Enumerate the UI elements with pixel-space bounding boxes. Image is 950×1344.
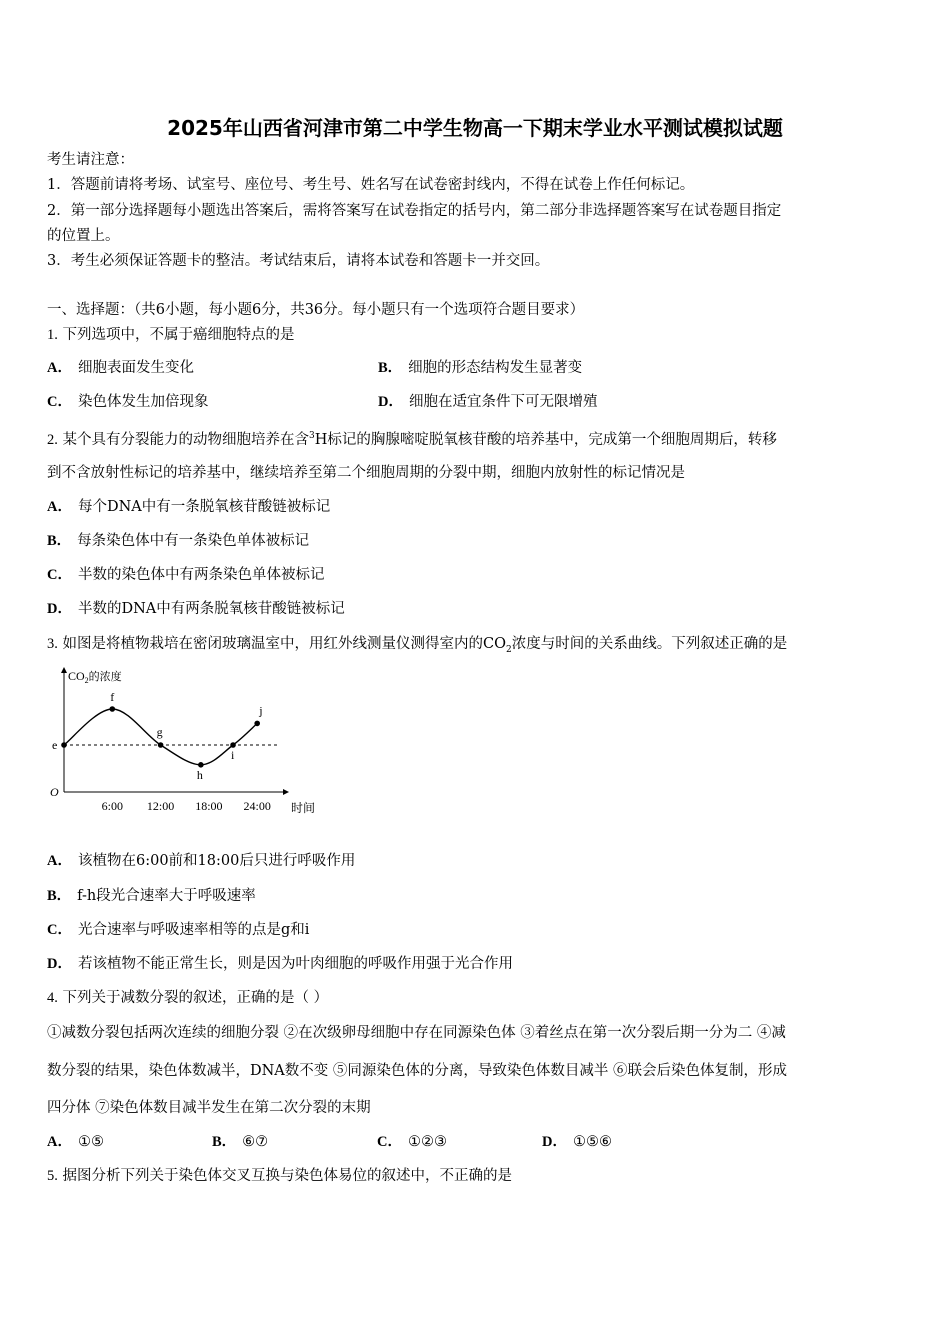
option-label: B． [378,360,403,376]
question-4 [47,988,328,1008]
option-text: 每条染色体中有一条染色单体被标记 [77,533,310,549]
q2-option-d[interactable] [47,599,345,619]
q1-option-b[interactable] [378,358,582,378]
question-number: 4. [47,990,58,1006]
option-label: D． [378,394,403,410]
option-text: 细胞在适宜条件下可无限增殖 [408,394,598,410]
option-text: f-h段光合速率大于呼吸速率 [77,888,256,904]
q3-option-d[interactable] [47,954,513,974]
question-stem: 下列关于减数分裂的叙述，正确的是（ ） [62,990,329,1006]
data-point-g [158,742,164,748]
q3-option-b[interactable] [47,886,256,906]
option-label: B． [212,1134,237,1150]
option-text: 每个DNA中有一条脱氧核苷酸链被标记 [77,499,331,515]
subscript: 2 [505,644,512,655]
option-text: 细胞的形态结构发生显著变 [408,360,583,376]
co2-concentration-chart [44,662,334,822]
option-label: D． [47,601,72,617]
x-axis-label: 时间 [291,801,316,815]
question-2 [47,426,777,450]
data-point-j [254,721,260,727]
option-label: A． [47,360,72,376]
q2-option-b[interactable] [47,531,309,551]
point-label-i: i [231,748,235,762]
point-label-f: f [110,690,115,704]
q2-option-a[interactable] [47,497,330,517]
option-text: ①⑤ [77,1134,104,1150]
option-label: C． [377,1134,402,1150]
question-number: 1. [47,327,58,343]
question-number: 2. [47,431,58,448]
x-tick-label: 24:00 [243,799,271,813]
y-axis-label: $CO_2$的浓度 [68,669,122,685]
point-label-g: g [156,725,163,739]
data-point-h [198,762,204,768]
x-tick-label: 6:00 [101,799,123,813]
option-text: 细胞表面发生变化 [77,360,194,376]
question-5 [47,1166,512,1186]
q2-option-c[interactable] [47,565,324,585]
q1-option-c[interactable] [47,392,208,412]
option-label: C． [47,394,72,410]
origin-label: O [50,785,59,799]
question-4-line-1: ①减数分裂包括两次连续的细胞分裂 ②在次级卵母细胞中存在同源染色体 ③着丝点在第一次分裂后期一分为二 ④减 [47,1025,786,1041]
q4-option-d[interactable] [542,1132,612,1152]
q4-option-b[interactable] [212,1132,268,1152]
point-label-j: j [259,703,263,718]
option-text: ①②③ [407,1134,447,1150]
option-label: D． [542,1134,567,1150]
question-4-line-3: 四分体 ⑦染色体数目减半发生在第二次分裂的末期 [47,1100,371,1116]
question-stem-part: 浓度与时间的关系曲线。下列叙述正确的是 [511,636,788,652]
q4-option-c[interactable] [377,1132,447,1152]
notice-item-3: 3．考生必须保证答题卡的整洁。考试结束后，请将本试卷和答题卡一并交回。 [47,253,550,269]
point-label-e: e [52,738,58,752]
q1-option-d[interactable] [378,392,597,412]
superscript: 3 [308,431,315,441]
option-label: B． [47,888,72,904]
option-text: 光合速率与呼吸速率相等的点是g和i [77,922,310,938]
option-text: 半数的染色体中有两条染色单体被标记 [77,567,325,583]
section-heading: 一、选择题：（共6小题，每小题6分，共36分。每小题只有一个选项符合题目要求） [47,302,585,318]
option-label: C． [47,567,72,583]
option-text: 该植物在6:00前和18:00后只进行呼吸作用 [77,853,356,869]
x-tick-label: 18:00 [195,799,223,813]
question-stem-part: H标记的胸腺嘧啶脱氧核苷酸的培养基中，完成第一个细胞周期后，转移 [314,431,777,448]
data-point-f [110,706,116,712]
option-label: C． [47,922,72,938]
question-stem-part: 某个具有分裂能力的动物细胞培养在含 [62,431,309,448]
option-label: A． [47,499,72,515]
question-1 [47,325,294,345]
page-title: 2025年山西省河津市第二中学生物高一下期末学业水平测试模拟试题 [167,116,783,140]
question-2-cont: 到不含放射性标记的培养基中，继续培养至第二个细胞周期的分裂中期，细胞内放射性的标记情况是 [47,465,685,481]
option-label: D． [47,956,72,972]
question-3 [47,634,787,660]
option-text: 半数的DNA中有两条脱氧核苷酸链被标记 [77,601,345,617]
question-stem-part: 如图是将植物栽培在密闭玻璃温室中，用红外线测量仪测得室内的CO [62,636,506,652]
x-tick-label: 12:00 [146,799,175,813]
notice-item-2-cont: 的位置上。 [47,228,120,244]
option-label: B． [47,533,72,549]
q3-option-a[interactable] [47,851,355,871]
question-stem: 据图分析下列关于染色体交叉互换与染色体易位的叙述中，不正确的是 [62,1168,512,1184]
data-point-e [61,742,67,748]
question-4-line-2: 数分裂的结果，染色体数减半，DNA数不变 ⑤同源染色体的分离，导致染色体数目减半 ⑥联会后染色体复制，形成 [47,1063,787,1079]
option-label: A． [47,1134,72,1150]
notice-item-1: 1．答题前请将考场、试室号、座位号、考生号、姓名写在试卷密封线内，不得在试卷上作任何标记。 [47,177,695,193]
question-number: 3. [47,636,58,652]
notice-item-2: 2．第一部分选择题每小题选出答案后，需将答案写在试卷指定的括号内，第二部分非选择题答案写在试卷题目指定 [47,203,782,219]
point-label-h: h [196,767,203,782]
question-stem: 下列选项中，不属于癌细胞特点的是 [62,327,295,343]
notice-heading: 考生请注意： [47,152,134,168]
question-number: 5. [47,1168,58,1184]
q4-option-a[interactable] [47,1132,104,1152]
data-point-i [230,742,236,748]
option-text: 染色体发生加倍现象 [77,394,209,410]
option-text: ①⑤⑥ [572,1134,612,1150]
option-label: A． [47,853,72,869]
option-text: ⑥⑦ [242,1134,269,1150]
option-text: 若该植物不能正常生长，则是因为叶肉细胞的呼吸作用强于光合作用 [77,956,513,972]
q1-option-a[interactable] [47,358,194,378]
q3-option-c[interactable] [47,920,309,940]
